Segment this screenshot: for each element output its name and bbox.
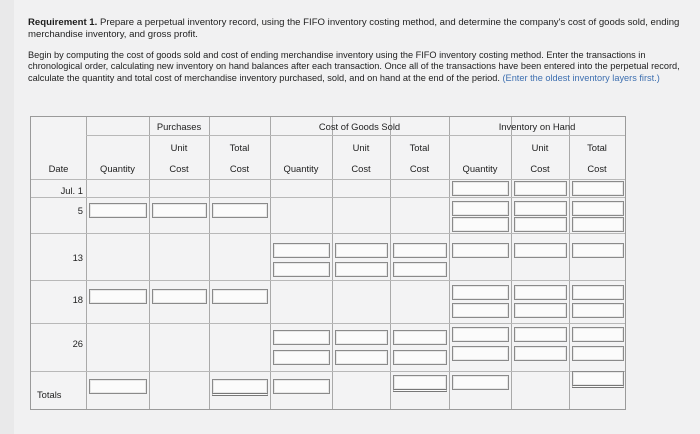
col-divider [149,117,150,409]
jul26-onhand-total-cost-input-2[interactable] [572,346,624,361]
jul26-onhand-unit-cost-input-2[interactable] [514,346,567,361]
jul1-onhand-total-cost-input[interactable] [572,181,624,196]
cogs-total-cost-header: Cost [409,163,430,174]
jul5-onhand-unit-cost-input-1[interactable] [514,201,567,216]
on-hand-header: Inventory on Hand [498,121,576,132]
jul18-onhand-unit-cost-input-1[interactable] [514,285,567,300]
jul5-onhand-unit-cost-input-2[interactable] [514,217,567,232]
col-divider [511,117,512,409]
purchases-unit-cost-header: Cost [169,163,189,174]
date-18: 18 [72,294,83,305]
jul5-purchase-quantity-input[interactable] [89,203,147,218]
jul5-purchase-unit-cost-input[interactable] [152,203,207,218]
date-jul-1: Jul. 1 [60,185,83,196]
row-divider [31,280,625,281]
totals-onhand-total-cost-input[interactable] [572,371,624,388]
on-hand-total-header: Total [587,142,607,153]
cogs-total-header: Total [409,142,430,153]
row-divider [31,233,625,234]
totals-onhand-quantity-input[interactable] [452,375,509,390]
jul26-cogs-total-cost-input-2[interactable] [393,350,447,365]
row-divider [31,371,625,372]
jul26-onhand-unit-cost-input-1[interactable] [514,327,567,342]
col-divider [390,117,391,409]
jul5-onhand-total-cost-input-2[interactable] [572,217,624,232]
jul5-onhand-quantity-input-2[interactable] [452,217,509,232]
totals-cogs-total-cost-input[interactable] [393,375,447,392]
jul13-onhand-unit-cost-input[interactable] [514,243,567,258]
date-26: 26 [72,338,83,349]
cogs-unit-header: Unit [352,142,370,153]
jul18-onhand-total-cost-input-1[interactable] [572,285,624,300]
jul5-onhand-total-cost-input-1[interactable] [572,201,624,216]
jul13-cogs-quantity-input-2[interactable] [273,262,330,277]
col-divider [270,117,271,409]
on-hand-quantity-header: Quantity [462,163,498,174]
purchases-total-header: Total [229,142,250,153]
row-divider [31,323,625,324]
col-divider [86,117,87,409]
jul18-onhand-total-cost-input-2[interactable] [572,303,624,318]
requirement-text [28,17,692,41]
jul5-purchase-total-cost-input[interactable] [212,203,268,218]
cogs-unit-cost-header: Cost [351,163,371,174]
jul18-purchase-unit-cost-input[interactable] [152,289,207,304]
jul18-onhand-quantity-input-2[interactable] [452,303,509,318]
date-5: 5 [77,205,83,216]
jul13-cogs-total-cost-input-2[interactable] [393,262,447,277]
jul18-onhand-quantity-input-1[interactable] [452,285,509,300]
date-13: 13 [72,252,83,263]
jul13-onhand-total-cost-input[interactable] [572,243,624,258]
totals-purchase-quantity-input[interactable] [89,379,147,394]
jul26-cogs-quantity-input-1[interactable] [273,330,330,345]
purchases-total-cost-header: Cost [229,163,250,174]
col-divider [209,117,210,409]
cogs-header: Cost of Goods Sold [318,121,401,132]
on-hand-unit-cost-header: Cost [530,163,550,174]
jul13-onhand-quantity-input[interactable] [452,243,509,258]
row-divider [31,179,625,180]
col-divider [449,117,450,409]
jul26-cogs-unit-cost-input-2[interactable] [335,350,388,365]
totals-cogs-quantity-input[interactable] [273,379,330,394]
jul18-onhand-unit-cost-input-2[interactable] [514,303,567,318]
jul18-purchase-total-cost-input[interactable] [212,289,268,304]
instructions [28,50,698,84]
purchases-header: Purchases [156,121,202,132]
row-divider [31,197,625,198]
totals-label: Totals [37,389,62,400]
jul5-onhand-quantity-input-1[interactable] [452,201,509,216]
instructions-body: Begin by computing the cost of goods sold and cost of ending merchandise inventory using the FIFO inventory costing method. Enter the transactions in chronological order, calculating new inventory on hand balances after each transaction. Once all of the transactions have been entered into the perpetual record, calculate the quantity and total cost of merchandise inventory purchased, sold, and on hand at the end of the period. [28,50,680,83]
date-header: Date [48,163,69,174]
jul1-onhand-unit-cost-input[interactable] [514,181,567,196]
totals-purchase-total-cost-input[interactable] [212,379,268,396]
jul26-onhand-quantity-input-1[interactable] [452,327,509,342]
requirement-body: Prepare a perpetual inventory record, using the FIFO inventory costing method, and determine the company's cost of goods sold, ending merchandise inventory, and gross profit. [28,17,680,40]
perpetual-inventory-table [30,116,626,410]
requirement-label: Requirement 1. [28,17,98,28]
jul26-cogs-quantity-input-2[interactable] [273,350,330,365]
jul26-onhand-total-cost-input-1[interactable] [572,327,624,342]
on-hand-total-cost-header: Cost [587,163,607,174]
instructions-hint: (Enter the oldest inventory layers first.) [502,72,660,83]
jul13-cogs-unit-cost-input-1[interactable] [335,243,388,258]
on-hand-unit-header: Unit [531,142,549,153]
jul13-cogs-quantity-input-1[interactable] [273,243,330,258]
cogs-quantity-header: Quantity [283,163,319,174]
purchases-unit-header: Unit [170,142,188,153]
jul26-cogs-unit-cost-input-1[interactable] [335,330,388,345]
row-divider [86,135,625,136]
jul26-onhand-quantity-input-2[interactable] [452,346,509,361]
jul13-cogs-unit-cost-input-2[interactable] [335,262,388,277]
jul18-purchase-quantity-input[interactable] [89,289,147,304]
col-divider [332,117,333,409]
purchases-quantity-header: Quantity [100,163,135,174]
col-divider [569,117,570,409]
jul26-cogs-total-cost-input-1[interactable] [393,330,447,345]
jul1-onhand-quantity-input[interactable] [452,181,509,196]
jul13-cogs-total-cost-input-1[interactable] [393,243,447,258]
